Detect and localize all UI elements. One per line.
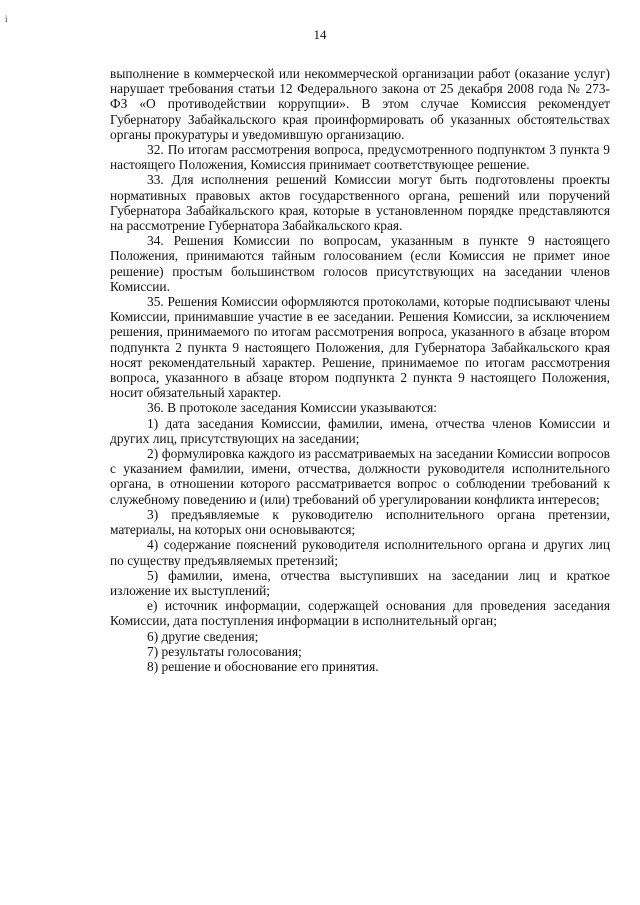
paragraph-item-36: 36. В протоколе заседания Комиссии указываются: xyxy=(147,400,438,416)
list-item-4: 4) содержание пояснений руководителя исполнительного органа и других лиц по существу предъявляемых претензий; xyxy=(110,537,610,568)
paragraph-item-34: 34. Решения Комиссии по вопросам, указанным в пункте 9 настоящего Положения, принимаются тайным голосованием (если Комиссия не примет иное решение) простым большинством голосов присутствующих на заседании членов Комиссии. xyxy=(110,233,610,294)
list-item-5: 5) фамилии, имена, отчества выступивших на заседании лиц и краткое изложение их выступлений; xyxy=(110,567,610,598)
list-item-1: 1) дата заседания Комиссии, фамилии, имена, отчества членов Комиссии и других лиц, присутствующих на заседании; xyxy=(110,415,610,446)
list-item-7: 7) результаты голосования; xyxy=(147,643,302,659)
list-item-e: е) источник информации, содержащей основания для проведения заседания Комиссии, дата поступления информации в исполнительный орган; xyxy=(110,598,610,629)
page-number: 14 xyxy=(313,27,327,42)
document-body xyxy=(110,66,610,674)
paragraph-item-35: 35. Решения Комиссии оформляются протоколами, которые подписывают члены Комиссии, принимавшие участие в ее заседании. Решения Комиссии, за исключением решения, принимаемого по итогам рассмотрения вопроса, указанного в абзаце втором подпункта 2 пункта 9 настоящего Положения, для Губернатора Забайкальского края носят рекомендательный характер. Решение, принимаемое по итогам рассмотрения вопроса, указанного в абзаце втором подпункта 2 пункта 9 настоящего Положения, носит обязательный характер. xyxy=(110,294,610,401)
list-item-2: 2) формулировка каждого из рассматриваемых на заседании Комиссии вопросов с указанием фамилии, имени, отчества, должности руководителя исполнительного органа, в отношении которого рассматривается вопрос о соблюдении требований к служебному поведению и (или) требований об урегулировании конфликта интересов; xyxy=(110,446,610,507)
edge-mark: i xyxy=(5,14,8,24)
list-item-3: 3) предъявляемые к руководителю исполнительного органа претензии, материалы, на которых они основываются; xyxy=(110,506,610,538)
paragraph-item-33: 33. Для исполнения решений Комиссии могут быть подготовлены проекты нормативных правовых актов государственного органа, решений или поручений Губернатора Забайкальского края, которые в установленном порядке представляются на рассмотрение Губернатора Забайкальского края. xyxy=(110,172,610,234)
paragraph-continuation: выполнение в коммерческой или некоммерческой организации работ (оказание услуг) нарушает требования статьи 12 Федерального закона от 25 декабря 2008 года № 273-ФЗ «О противодействии коррупции». В этом случае Комиссия рекомендует Губернатору Забайкальского края проинформировать об указанных обстоятельствах органы прокуратуры и уведомившую организацию. xyxy=(110,66,610,142)
paragraph-item-32: 32. По итогам рассмотрения вопроса, предусмотренного подпунктом 3 пункта 9 настоящего Положения, Комиссия принимает соответствующее решение. xyxy=(110,142,610,173)
list-item-6: 6) другие сведения; xyxy=(147,628,259,644)
list-item-8: 8) решение и обоснование его принятия. xyxy=(147,658,379,674)
